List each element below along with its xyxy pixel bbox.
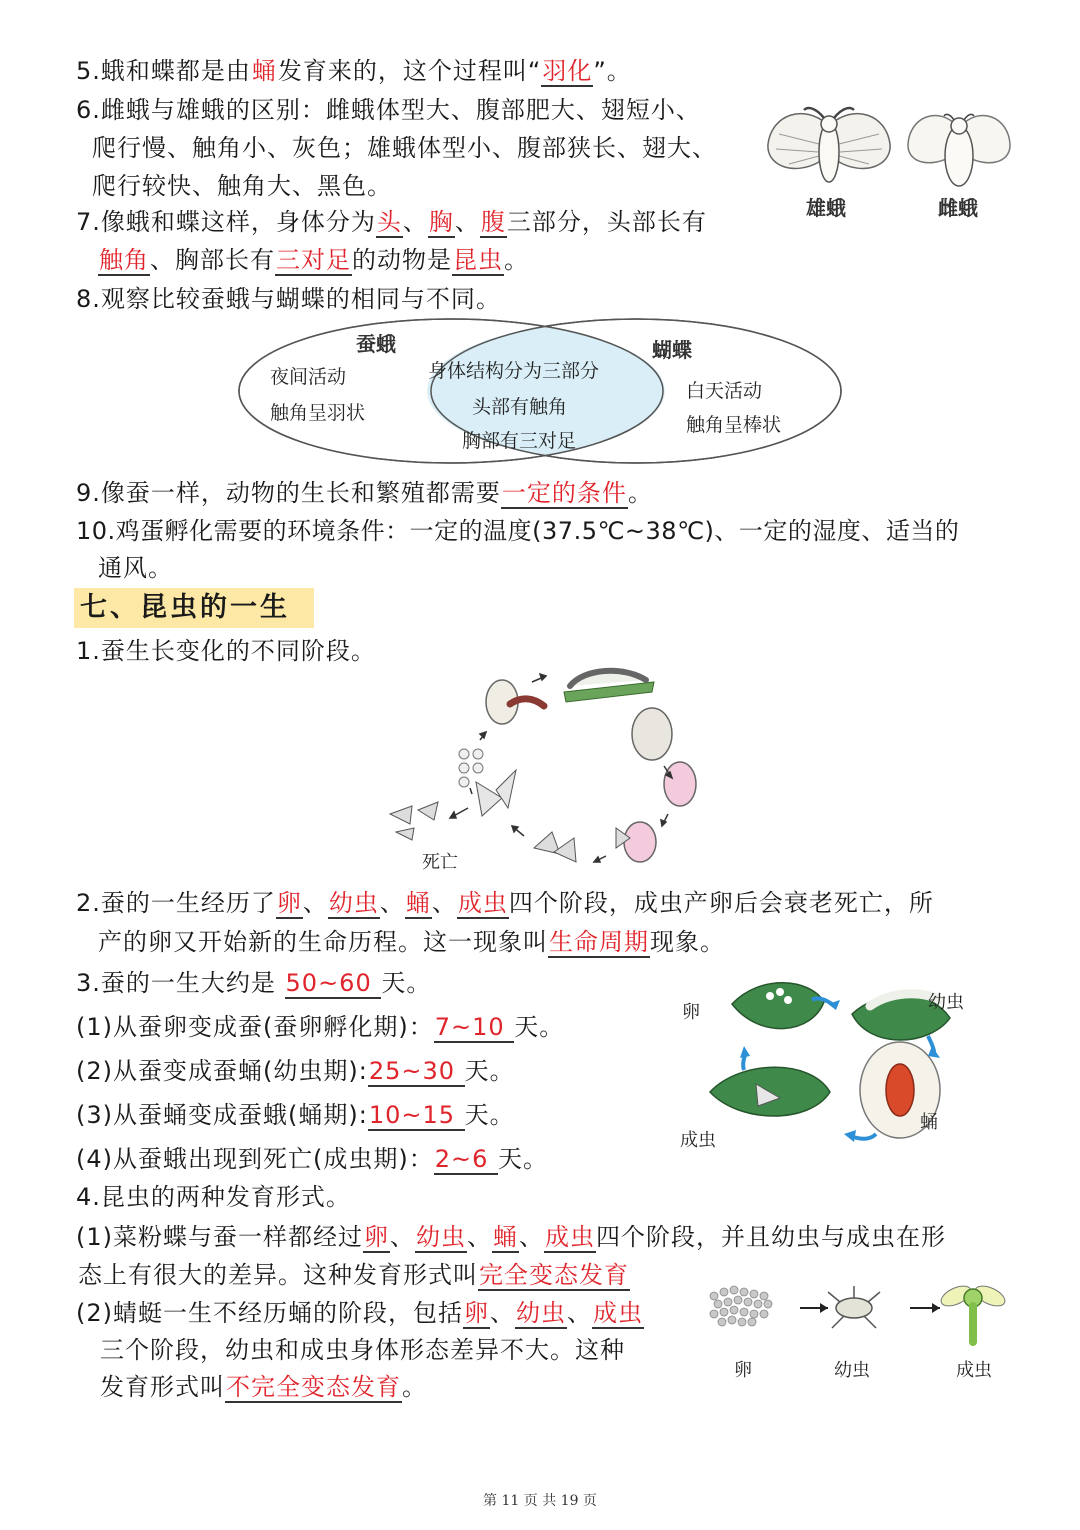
- answer: 一定的条件: [501, 479, 627, 507]
- answer: 卵: [464, 1299, 489, 1327]
- item-6-line-3: 爬行较快、触角大、黑色。: [92, 172, 392, 200]
- answer: 腹: [480, 208, 506, 236]
- answer: 完全变态发育: [479, 1261, 629, 1289]
- answer: 幼虫: [516, 1299, 566, 1327]
- s4-1-line-2: 态上有很大的差异。这种发育形式叫完全变态发育: [78, 1261, 629, 1289]
- answer: 三对足: [276, 246, 351, 274]
- venn-left-title: 蚕蛾: [356, 332, 396, 356]
- s2-line-1: 2.蚕的一生经历了卵、幼虫、蛹、成虫四个阶段，成虫产卵后会衰老死亡，所: [76, 889, 934, 917]
- item-10-line-2: 通风。: [98, 554, 173, 582]
- venn-common-item: 身体结构分为三部分: [428, 360, 600, 382]
- dragonfly-development-illustration: [704, 1272, 1014, 1352]
- dragonfly-larva-label: 幼虫: [834, 1360, 870, 1381]
- answer: 卵: [364, 1223, 389, 1251]
- answer: 生命周期: [549, 928, 649, 956]
- female-moth-label: 雌蛾: [938, 196, 978, 220]
- item-9: 9.像蚕一样，动物的生长和繁殖都需要一定的条件。: [76, 479, 653, 507]
- answer: 2~6: [434, 1145, 498, 1173]
- s3-item: (4)从蚕蛾出现到死亡(成虫期)：2~6 天。: [76, 1145, 549, 1173]
- answer: 50~60: [285, 969, 381, 997]
- section-heading: 七、昆虫的一生: [74, 588, 314, 628]
- leaf-pupa-label: 蛹: [920, 1112, 938, 1133]
- answer: 成虫: [457, 889, 508, 917]
- venn-right-item: 白天活动: [686, 380, 763, 402]
- answer: 25~30: [368, 1057, 464, 1085]
- answer: 7~10: [434, 1013, 514, 1041]
- s1-text: 1.蚕生长变化的不同阶段。: [76, 637, 376, 665]
- answer: 成虫: [593, 1299, 643, 1327]
- dragonfly-adult-label: 成虫: [956, 1360, 992, 1381]
- silkworm-life-cycle-diagram: [384, 662, 714, 872]
- s3-item: (3)从蚕蛹变成蚕蛾(蛹期):10~15 天。: [76, 1101, 515, 1129]
- leaf-egg-label: 卵: [682, 1002, 700, 1023]
- answer: 蛹: [405, 889, 431, 917]
- answer: 卵: [276, 889, 302, 917]
- item-10-line-1: 10.鸡蛋孵化需要的环境条件：一定的温度(37.5℃~38℃)、一定的湿度、适当的: [76, 517, 960, 545]
- answer: 成虫: [545, 1223, 595, 1251]
- item-8: 8.观察比较蚕蛾与蝴蝶的相同与不同。: [76, 285, 501, 313]
- item-7-line-1: 7.像蛾和蝶这样，身体分为头、胸、腹三部分，头部长有: [76, 208, 707, 236]
- s4-text: 4.昆虫的两种发育形式。: [76, 1183, 351, 1211]
- leaf-adult-label: 成虫: [680, 1130, 716, 1151]
- s4-2-line-3: 发育形式叫不完全变态发育。: [100, 1373, 427, 1401]
- s4-2-line-2: 三个阶段，幼虫和成虫身体形态差异不大。这种: [100, 1336, 625, 1364]
- answer: 蛹: [251, 57, 277, 85]
- answer: 头: [376, 208, 402, 236]
- venn-right-item: 触角呈棒状: [686, 414, 782, 436]
- cycle-death-label: 死亡: [422, 852, 458, 873]
- answer: 10~15: [368, 1101, 464, 1129]
- female-moth-illustration: [904, 104, 1014, 194]
- item-6-line-2: 爬行慢、触角小、灰色；雄蛾体型小、腹部狭长、翅大、: [92, 134, 717, 162]
- s4-1-line-1: (1)菜粉蝶与蚕一样都经过卵、幼虫、蛹、成虫四个阶段，并且幼虫与成虫在形: [76, 1223, 946, 1251]
- answer: 羽化: [542, 57, 593, 85]
- answer: 蛹: [493, 1223, 518, 1251]
- item-5: 5.蛾和蝶都是由蛹发育来的，这个过程叫“羽化”。: [76, 57, 632, 85]
- male-moth-illustration: [764, 104, 894, 194]
- answer: 不完全变态发育: [226, 1373, 401, 1401]
- s3-line: 3.蚕的一生大约是 50~60 天。: [76, 969, 432, 997]
- answer: 幼虫: [416, 1223, 466, 1251]
- item-7-line-2: 触角、胸部长有三对足的动物是昆虫。: [99, 246, 529, 274]
- venn-left-item: 触角呈羽状: [270, 402, 366, 424]
- s3-item: (1)从蚕卵变成蚕(蚕卵孵化期)：7~10 天。: [76, 1013, 565, 1041]
- male-moth-label: 雄蛾: [806, 196, 846, 220]
- answer: 触角: [99, 246, 149, 274]
- s3-item: (2)从蚕变成蚕蛹(幼虫期):25~30 天。: [76, 1057, 515, 1085]
- item-6-line-1: 6.雌蛾与雄蛾的区别：雌蛾体型大、腹部肥大、翅短小、: [76, 96, 701, 124]
- venn-left-item: 夜间活动: [270, 366, 347, 388]
- answer: 昆虫: [453, 246, 503, 274]
- s2-line-2: 产的卵又开始新的生命历程。这一现象叫生命周期现象。: [98, 928, 725, 956]
- leaf-larva-label: 幼虫: [928, 992, 964, 1013]
- venn-right-title: 蝴蝶: [652, 338, 692, 362]
- answer: 胸: [428, 208, 454, 236]
- s4-2-line-1: (2)蜻蜓一生不经历蛹的阶段，包括卵、幼虫、成虫: [76, 1299, 643, 1327]
- dragonfly-egg-label: 卵: [734, 1360, 752, 1381]
- venn-common-item: 胸部有三对足: [462, 430, 577, 452]
- venn-common-item: 头部有触角: [472, 396, 568, 418]
- page-footer: 第 11 页 共 19 页: [483, 1493, 597, 1509]
- answer: 幼虫: [328, 889, 379, 917]
